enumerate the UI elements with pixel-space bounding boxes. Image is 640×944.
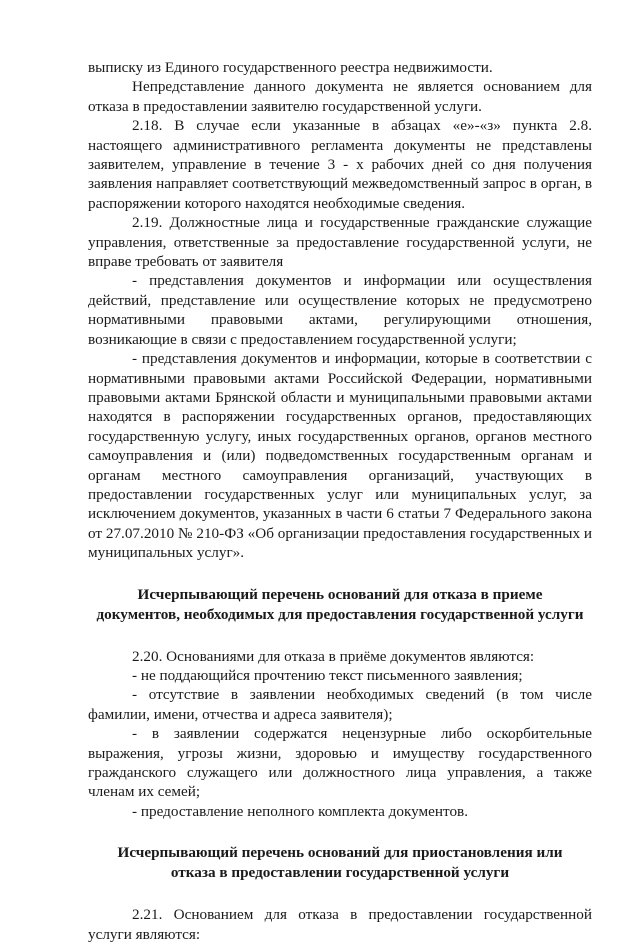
paragraphs-mid — [88, 647, 592, 822]
paragraph: - представления документов и информации, которые в соответствии с нормативными правовыми актами Российской Федерации, нормативными правовыми актами Брянской области и муниципальными правовыми актами находятся в распоряжении государственных органов, предоставляющих государственную услугу, иных государственных органов, органов местного самоуправления и (или) подведомственных государственным органам и органам местного самоуправления организаций, участвующих в предоставлении государственных услуг или муниципальных услуг, за исключением документов, указанных в части 6 статьи 7 Федерального закона от 27.07.2010 № 210-ФЗ «Об организации предоставления государственных и муниципальных услуг». — [88, 350, 592, 562]
section-heading — [88, 843, 592, 883]
paragraph: 2.21. Основанием для отказа в предоставлении государственной услуги являются: — [88, 906, 592, 943]
section-heading — [88, 585, 592, 625]
paragraph: - не поддающийся прочтению текст письменного заявления; — [132, 666, 523, 684]
paragraphs-bottom — [88, 905, 592, 944]
heading-line: Исчерпывающий перечень оснований для приостановления или — [117, 844, 563, 862]
paragraph: 2.19. Должностные лица и государственные гражданские служащие управления, ответственные за предоставление государственной услуги, не вправе требовать от заявителя — [88, 214, 592, 271]
heading-line: документов, необходимых для предоставления государственной услуги — [96, 605, 584, 623]
paragraph: 2.20. Основаниями для отказа в приёме документов являются: — [132, 647, 535, 665]
paragraph: Непредставление данного документа не является основанием для отказа в предоставлении заявителю государственной услуги. — [88, 78, 592, 115]
paragraph: - предоставление неполного комплекта документов. — [132, 802, 468, 820]
heading-line: Исчерпывающий перечень оснований для отказа в приеме — [137, 585, 543, 603]
paragraph: 2.18. В случае если указанные в абзацах «е»-«з» пункта 2.8. настоящего административного регламента документы не представлены заявителем, управление в течение 3 - х рабочих дней со дня получения заявления направляет соответствующий межведомственный запрос в орган, в распоряжении которого находятся необходимые сведения. — [88, 117, 592, 212]
paragraph: - представления документов и информации или осуществления действий, представление или осуществление которых не предусмотрено нормативными правовыми актами, регулирующими отношения, возникающие в связи с предоставлением государственной услуги; — [88, 272, 592, 348]
paragraph: - отсутствие в заявлении необходимых сведений (в том числе фамилии, имени, отчества и адреса заявителя); — [88, 686, 592, 723]
heading-line: отказа в предоставлении государственной услуги — [170, 864, 510, 882]
paragraphs-top — [88, 58, 592, 563]
paragraph: выписку из Единого государственного реестра недвижимости. — [88, 59, 493, 76]
paragraph: - в заявлении содержатся нецензурные либо оскорбительные выражения, угрозы жизни, здоровью и имуществу государственного гражданского служащего или должностного лица управления, а также членам их семей; — [88, 725, 592, 801]
